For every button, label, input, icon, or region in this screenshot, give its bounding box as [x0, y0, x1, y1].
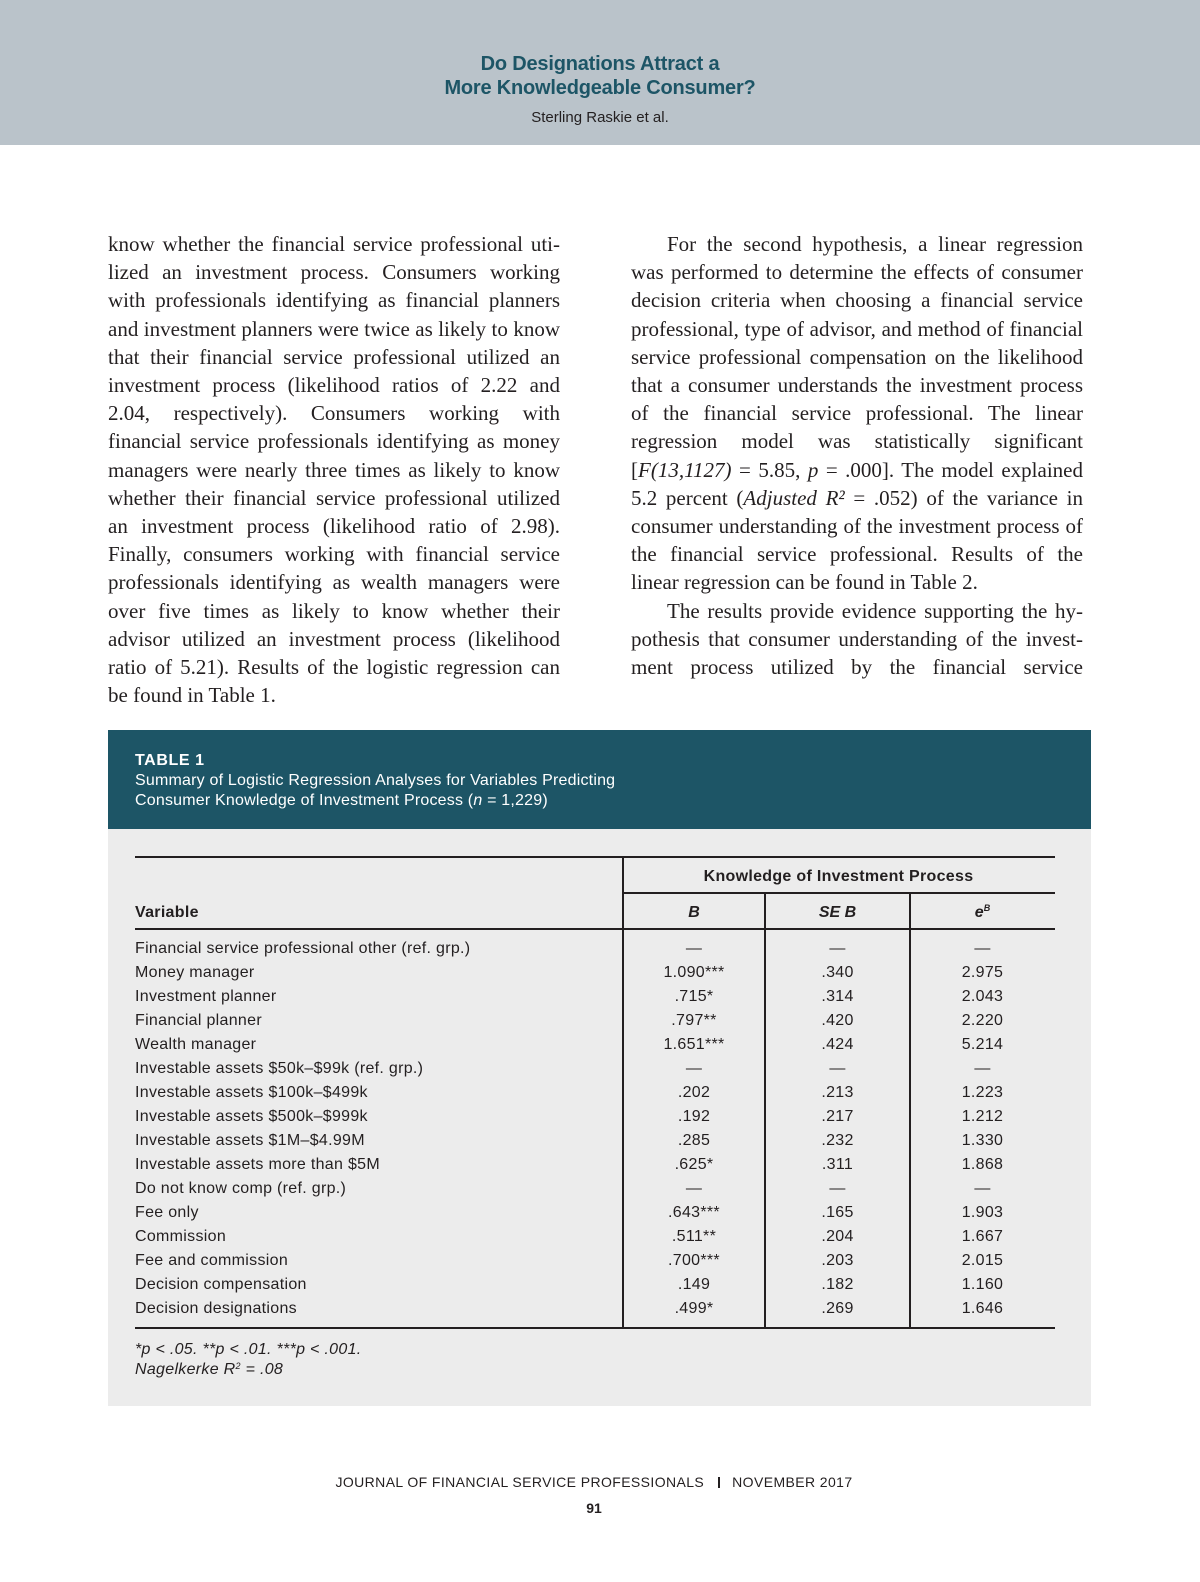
column-header-variable: Variable	[135, 904, 199, 921]
row-variable: Investable assets $100k–$499k	[135, 1084, 368, 1101]
table-top-rule	[135, 856, 1055, 858]
body-text: For the second hypothesis, a linear regression was performed to determine the effects of consumer decision criteria when choosing a financial service professional, type of advisor, and method of financial service professional compensation on the likelihood that a consumer understands the investment process of the financial service professional. The linear regression model was statistically significant [	[631, 232, 1083, 482]
page-footer	[0, 1474, 1188, 1490]
row-b: .499*	[674, 1300, 714, 1317]
row-exp-b: 1.223	[961, 1084, 1004, 1101]
row-exp-b: 1.903	[961, 1204, 1004, 1221]
body-text: = .052) of the variance in consumer understanding of the investment process of the financial service professional. Results of the linear regression can be found in Table 2.	[631, 485, 1083, 595]
table-row	[135, 1201, 1055, 1225]
row-se-b: —	[829, 940, 846, 957]
body-column-left	[108, 230, 560, 709]
row-exp-b: 1.646	[961, 1300, 1004, 1317]
row-variable: Decision compensation	[135, 1276, 307, 1293]
table-row	[135, 1297, 1055, 1321]
row-exp-b: —	[974, 940, 991, 957]
row-b: .797**	[671, 1012, 717, 1029]
row-b: —	[685, 1180, 703, 1197]
table-caption-text: = 1,229)	[482, 792, 548, 809]
row-variable: Investable assets more than $5M	[135, 1156, 380, 1173]
row-se-b: .165	[821, 1204, 854, 1221]
row-b: .285	[677, 1132, 711, 1149]
adjusted-r2: Adjusted R²	[743, 485, 845, 510]
f-statistic: F(13,1127)	[638, 457, 732, 482]
table-row	[135, 1057, 1055, 1081]
row-se-b: .314	[821, 988, 854, 1005]
spanner-rule	[623, 892, 1055, 894]
row-exp-b: 1.330	[961, 1132, 1004, 1149]
row-variable: Money manager	[135, 964, 255, 981]
table-row	[135, 1081, 1055, 1105]
body-paragraph: know whether the financial service professional utilized an investment process. Consumers working with professionals identifying as financial planners and investment planners were twice as likely to know that their financial service professional utilized an investment process (likelihood ratios of 2.22 and 2.04, respectively). Consumers working with financial service professionals identifying as money managers were nearly three times as likely to know whether their financial service professional utilized an investment process (likelihood ratio of 2.98). Finally, consumers working with financial service professionals identifying as wealth managers were over five times as likely to know whether their advisor utilized an investment process (likelihood ratio of 5.21). Results of the logistic regression can be found in Table 1.	[108, 232, 560, 708]
row-se-b: .232	[821, 1132, 854, 1149]
column-header-exp-b	[910, 904, 1055, 922]
table-caption-line-1: Summary of Logistic Regression Analyses for Variables Predicting	[135, 772, 616, 789]
table-row	[135, 1225, 1055, 1249]
row-exp-b: 1.868	[961, 1156, 1004, 1173]
row-exp-b: —	[974, 1180, 991, 1197]
row-variable: Commission	[135, 1228, 227, 1245]
table-row	[135, 1249, 1055, 1273]
row-variable: Decision designations	[135, 1300, 297, 1317]
row-variable: Fee only	[135, 1204, 199, 1221]
table-row	[135, 1105, 1055, 1129]
row-se-b: .182	[821, 1276, 854, 1293]
footer-separator	[718, 1477, 720, 1488]
table-row	[135, 961, 1055, 985]
row-se-b: —	[829, 1060, 846, 1077]
row-exp-b: 2.975	[961, 964, 1004, 981]
model-fit-value: = .08	[240, 1361, 284, 1378]
significance-note: *p < .05. **p < .01. ***p < .001.	[135, 1341, 362, 1358]
row-variable: Fee and commission	[135, 1252, 289, 1269]
table-row	[135, 1129, 1055, 1153]
row-b: .700***	[668, 1252, 720, 1269]
row-se-b: .213	[821, 1084, 854, 1101]
table-row	[135, 1273, 1055, 1297]
row-b: .643***	[668, 1204, 720, 1221]
column-header-rule	[135, 928, 1055, 930]
body-paragraph-hypothesis-2	[631, 230, 1083, 597]
table-row	[135, 937, 1055, 961]
row-b: 1.651***	[663, 1036, 725, 1053]
row-se-b: .420	[821, 1012, 854, 1029]
row-variable: Financial planner	[135, 1012, 262, 1029]
page-number: 91	[586, 1500, 602, 1516]
table-header	[108, 730, 1091, 829]
table-caption-text: Consumer Knowledge of Investment Process (	[135, 792, 474, 809]
row-variable: Do not know comp (ref. grp.)	[135, 1180, 347, 1197]
column-header-exp-base: e	[974, 904, 984, 921]
table-body	[135, 937, 1055, 1321]
model-fit-sup: 2	[235, 1361, 241, 1371]
table-row	[135, 985, 1055, 1009]
row-exp-b: 2.015	[961, 1252, 1004, 1269]
row-b: —	[685, 940, 703, 957]
table-row	[135, 1153, 1055, 1177]
row-se-b: .203	[821, 1252, 854, 1269]
row-variable: Investment planner	[135, 988, 277, 1005]
spanner-heading: Knowledge of Investment Process	[703, 868, 974, 885]
table-bottom-rule	[135, 1327, 1055, 1329]
table-row	[135, 1009, 1055, 1033]
row-b: —	[685, 1060, 703, 1077]
row-b: .149	[677, 1276, 711, 1293]
row-se-b: .217	[821, 1108, 854, 1125]
article-title	[0, 52, 1200, 100]
n-symbol: n	[473, 792, 483, 809]
column-header-b: B	[688, 904, 700, 921]
row-b: .511**	[671, 1228, 717, 1245]
model-fit-label: Nagelkerke R	[135, 1361, 236, 1378]
body-text: = .000]. The model explained 5.2 percent (	[631, 457, 1083, 510]
body-column-right	[631, 230, 1083, 681]
row-exp-b: 1.212	[961, 1108, 1004, 1125]
table-label: TABLE 1	[135, 752, 205, 769]
table-caption-line-2	[135, 791, 1064, 811]
issue-date: NOVEMBER 2017	[732, 1474, 853, 1490]
row-b: .715*	[674, 988, 714, 1005]
row-exp-b: 2.220	[961, 1012, 1004, 1029]
row-b: .625*	[674, 1156, 714, 1173]
row-b: 1.090***	[663, 964, 725, 981]
row-exp-b: —	[974, 1060, 991, 1077]
column-header-se-b: SE B	[818, 904, 857, 921]
row-variable: Financial service professional other (ref. grp.)	[135, 940, 471, 957]
row-se-b: .204	[821, 1228, 854, 1245]
row-b: .202	[677, 1084, 711, 1101]
article-author: Sterling Raskie et al.	[531, 109, 669, 126]
p-symbol: p	[807, 457, 819, 482]
row-variable: Investable assets $50k–$99k (ref. grp.)	[135, 1060, 424, 1077]
journal-name: JOURNAL OF FINANCIAL SERVICE PROFESSIONALS	[335, 1474, 705, 1490]
row-se-b: .340	[821, 964, 854, 981]
row-se-b: .269	[821, 1300, 854, 1317]
body-paragraph-results: The results provide evidence supporting the hypothesis that consumer understanding of the investment process utilized by the financial service	[631, 598, 1083, 680]
article-title-line-1: Do Designations Attract a	[480, 53, 720, 75]
row-se-b: .424	[821, 1036, 854, 1053]
table-row	[135, 1033, 1055, 1057]
table-notes	[135, 1340, 362, 1381]
model-fit-note	[135, 1360, 362, 1381]
row-se-b: —	[829, 1180, 846, 1197]
row-exp-b: 1.667	[961, 1228, 1004, 1245]
column-header-exp-sup: B	[983, 903, 991, 913]
row-b: .192	[677, 1108, 711, 1125]
row-variable: Investable assets $500k–$999k	[135, 1108, 368, 1125]
body-text: = 5.85,	[731, 457, 808, 482]
row-exp-b: 5.214	[961, 1036, 1004, 1053]
row-exp-b: 1.160	[961, 1276, 1004, 1293]
table-row	[135, 1177, 1055, 1201]
row-variable: Wealth manager	[135, 1036, 257, 1053]
row-exp-b: 2.043	[961, 988, 1004, 1005]
article-title-line-2: More Knowledgeable Consumer?	[444, 77, 756, 99]
row-variable: Investable assets $1M–$4.99M	[135, 1132, 365, 1149]
row-se-b: .311	[821, 1156, 854, 1173]
